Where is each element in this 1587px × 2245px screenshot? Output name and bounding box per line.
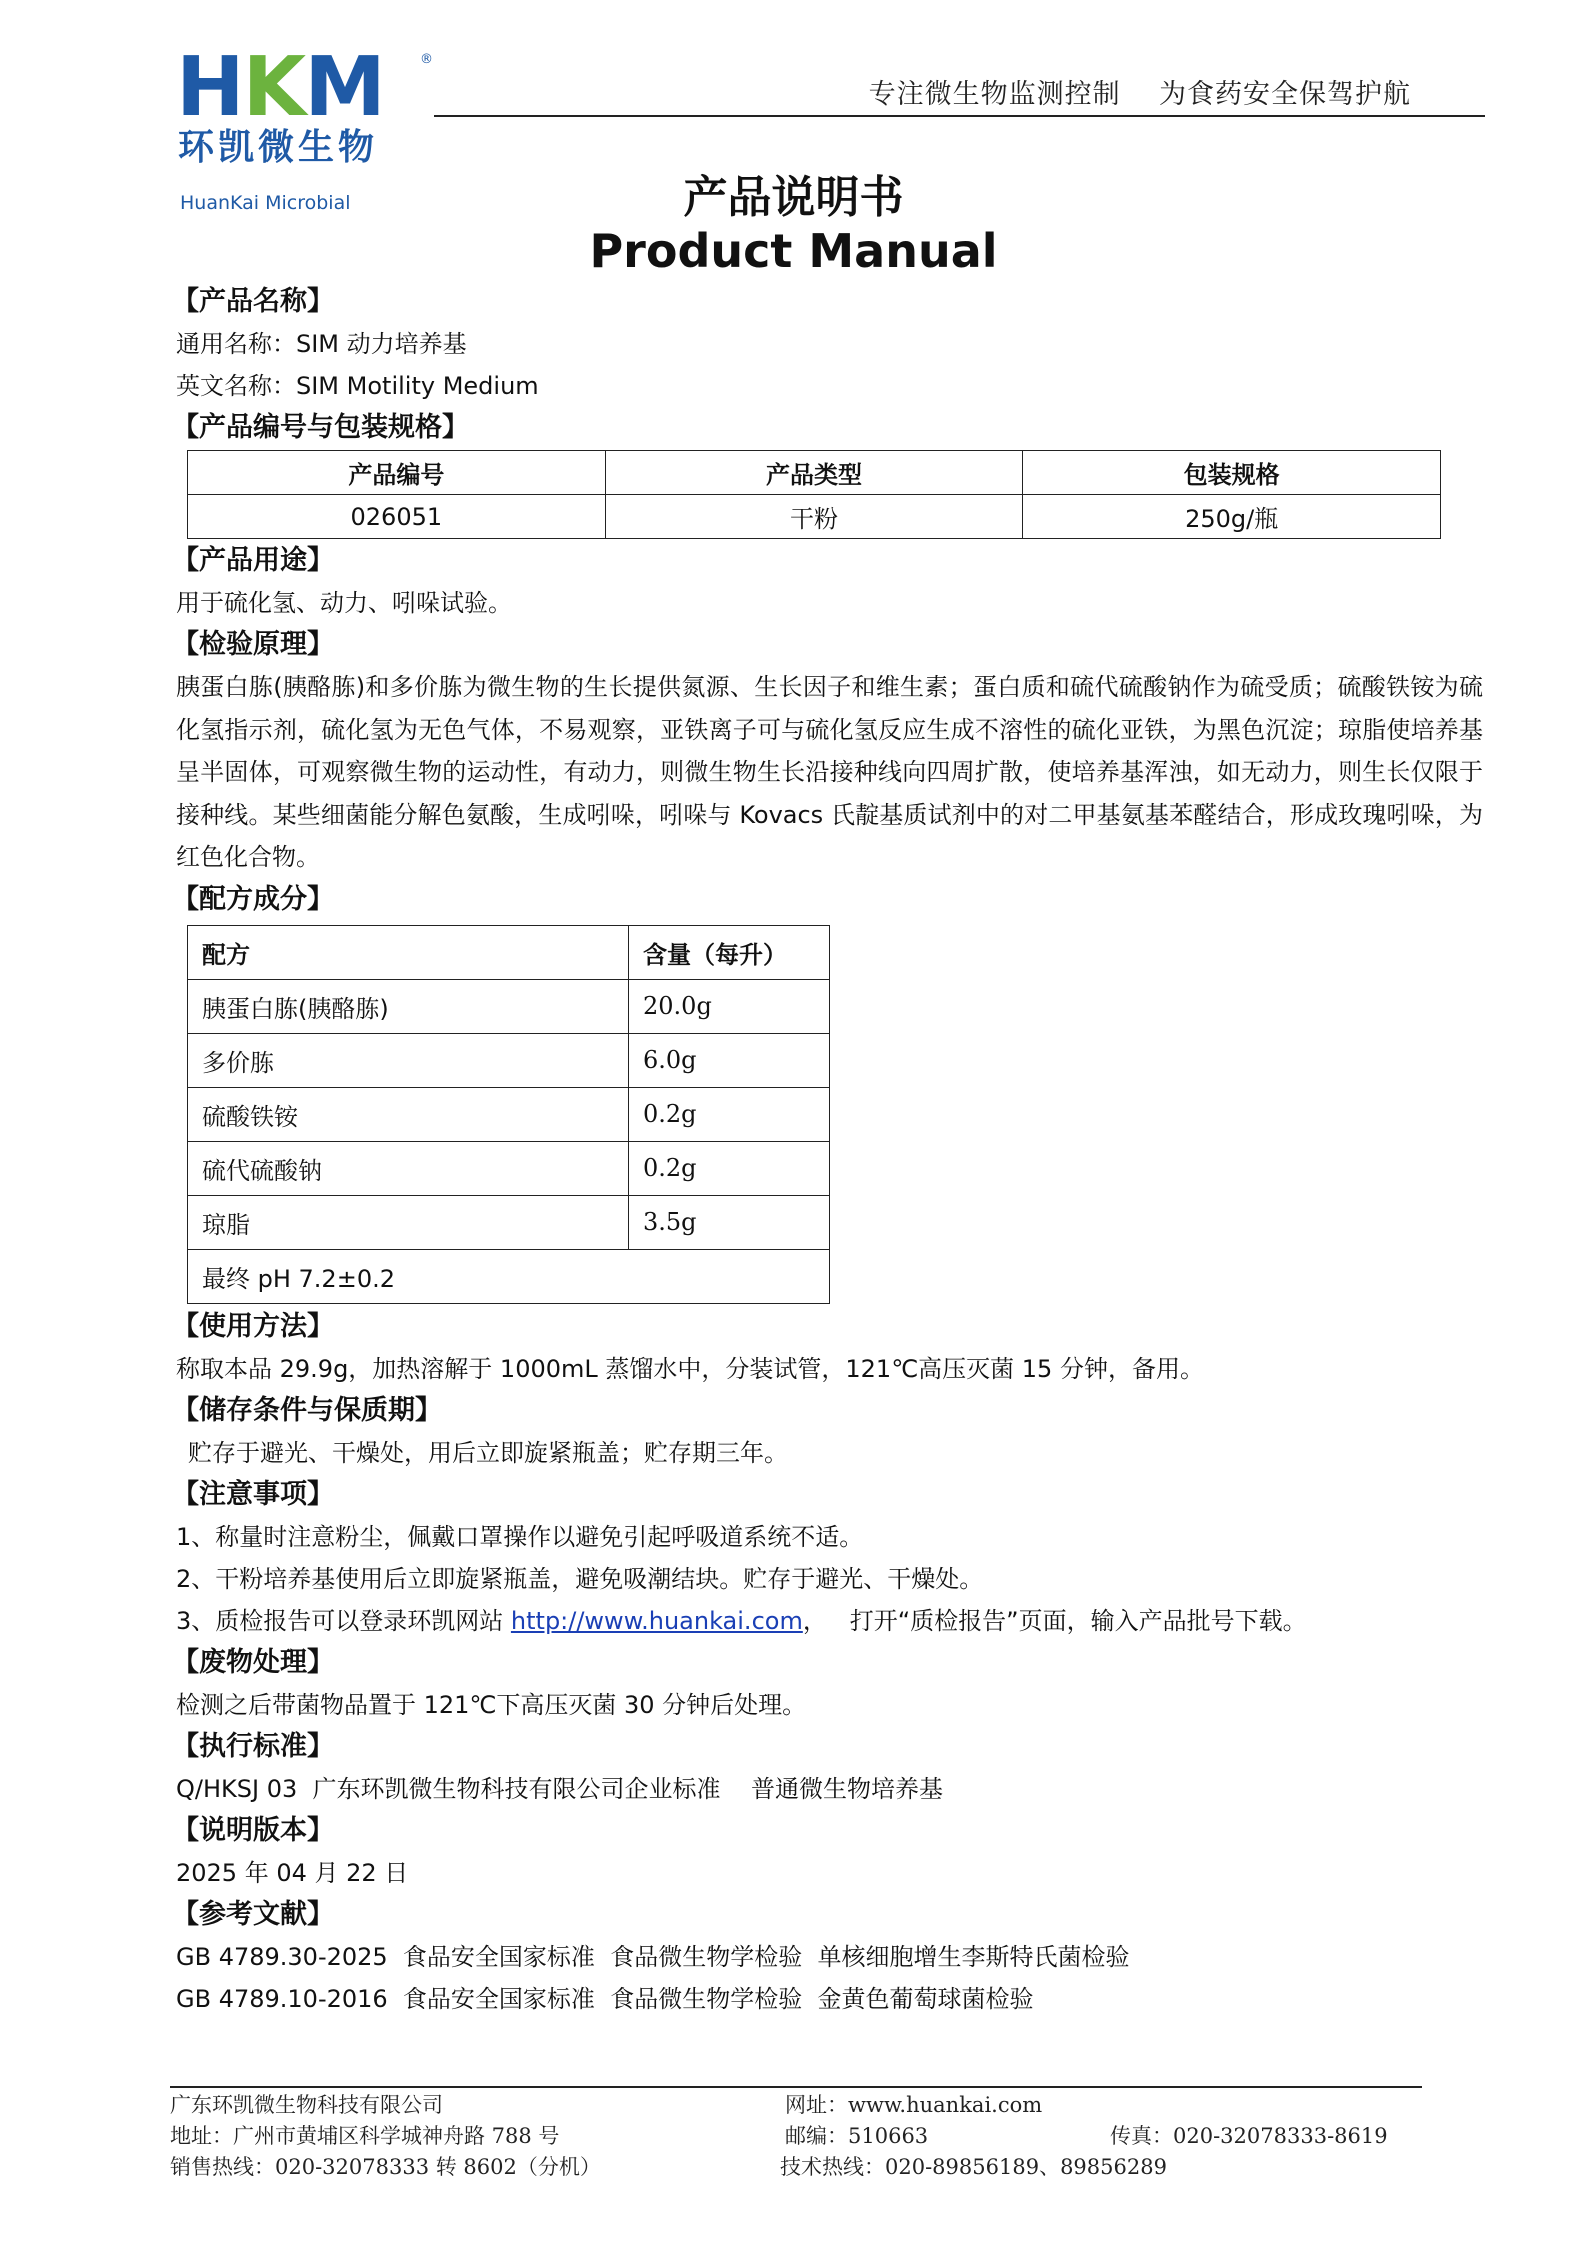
principle-text: 胰蛋白胨(胰酪胨)和多价胨为微生物的生长提供氮源、生长因子和维生素；蛋白质和硫代硫酸钠作为硫受质；硫酸铁铵为硫化氢指示剂，硫化氢为无色气体，不易观察，亚铁离子可与硫化氢反应生成不溶性的硫化亚铁，为黑色沉淀；琼脂使培养基呈半固体，可观察微生物的运动性，有动力，则微生物生长沿接种线向四周扩散，使培养基浑浊，如无动力，则生长仅限于接种线。某些细菌能分解色氨酸，生成吲哚，吲哚与 Kovacs 氏靛基质试剂中的对二甲基氨基苯醛结合，形成玫瑰吲哚，为红色化合物。	[176, 673, 1483, 872]
note-item: 1、称量时注意粉尘，佩戴口罩操作以避免引起呼吸道系统不适。	[176, 1522, 864, 1551]
version-text: 2025 年 04 月 22 日	[176, 1858, 409, 1887]
section-heading-version: 【说明版本】	[172, 1814, 334, 1846]
company-logo	[176, 40, 436, 214]
logo-english-name: HuanKai Microbial	[180, 192, 351, 214]
final-ph: 最终 pH 7.2±0.2	[188, 1249, 830, 1303]
ingredient-name: 胰蛋白胨(胰酪胨)	[188, 979, 629, 1033]
website-link[interactable]: http://www.huankai.com	[510, 1606, 803, 1635]
section-heading-name: 【产品名称】	[172, 286, 334, 317]
page-title-chinese: 产品说明书	[683, 172, 904, 223]
footer-sales-hotline: 销售热线：020-32078333 转 8602（分机）	[170, 2155, 601, 2179]
note-item: 3、质检报告可以登录环凯网站 http://www.huankai.com， 打开“质检报告”页面，输入产品批号下载。	[176, 1606, 1307, 1635]
column-header: 包装规格	[1023, 451, 1441, 495]
ingredient-amount: 0.2g	[629, 1141, 830, 1195]
ingredient-name: 多价胨	[188, 1033, 629, 1087]
section-heading-method: 【使用方法】	[172, 1310, 334, 1342]
packaging-table	[187, 450, 1441, 539]
footer-address: 地址：广州市黄埔区科学城神舟路 788 号	[170, 2124, 560, 2148]
column-header: 配方	[188, 925, 629, 979]
method-text: 称取本品 29.9g，加热溶解于 1000mL 蒸馏水中，分装试管，121℃高压灭菌 15 分钟，备用。	[176, 1354, 1204, 1383]
manual-body	[172, 281, 1483, 2020]
reference-item: GB 4789.10-2016 食品安全国家标准 食品微生物学检验 金黄色葡萄球菌检验	[176, 1984, 1034, 2013]
logo-mark: HKM	[176, 40, 384, 135]
ingredient-name: 硫代硫酸钠	[188, 1141, 629, 1195]
ingredient-amount: 0.2g	[629, 1087, 830, 1141]
english-name: 英文名称：SIM Motility Medium	[176, 372, 539, 400]
table-row	[188, 1033, 830, 1087]
ingredient-amount: 6.0g	[629, 1033, 830, 1087]
table-row	[188, 1249, 830, 1303]
footer-company: 广东环凯微生物科技有限公司	[170, 2093, 443, 2117]
section-heading-usage: 【产品用途】	[172, 545, 334, 576]
storage-text: 贮存于避光、干燥处，用后立即旋紧瓶盖；贮存期三年。	[188, 1438, 788, 1467]
table-row	[188, 1195, 830, 1249]
column-header: 含量（每升）	[629, 925, 830, 979]
footer-fax: 传真：020-32078333-8619	[1110, 2124, 1388, 2148]
column-header: 产品编号	[188, 451, 606, 495]
section-heading-disposal: 【废物处理】	[172, 1646, 334, 1678]
section-heading-principle: 【检验原理】	[172, 629, 334, 660]
table-row	[188, 1141, 830, 1195]
common-name: 通用名称：SIM 动力培养基	[176, 330, 467, 358]
footer-postcode: 邮编：510663	[785, 2124, 929, 2148]
section-heading-formula: 【配方成分】	[172, 883, 334, 915]
table-row	[188, 495, 1441, 539]
section-heading-references: 【参考文献】	[172, 1898, 334, 1930]
product-type: 干粉	[605, 495, 1023, 539]
page-title-english: Product Manual	[589, 224, 998, 278]
usage-text: 用于硫化氢、动力、吲哚试验。	[176, 589, 512, 617]
footer-tech-hotline: 技术热线：020-89856189、89856289	[780, 2155, 1167, 2179]
standard-text: Q/HKSJ 03 广东环凯微生物科技有限公司企业标准 普通微生物培养基	[176, 1774, 944, 1803]
footer-divider	[170, 2086, 1422, 2088]
section-heading-standard: 【执行标准】	[172, 1730, 334, 1762]
ingredient-name: 琼脂	[188, 1195, 629, 1249]
formula-table	[187, 925, 830, 1304]
disposal-text: 检测之后带菌物品置于 121℃下高压灭菌 30 分钟后处理。	[176, 1690, 807, 1719]
section-heading-storage: 【储存条件与保质期】	[172, 1394, 442, 1426]
logo-chinese-name: 环凯微生物	[178, 127, 379, 168]
package-size: 250g/瓶	[1023, 495, 1441, 539]
ingredient-name: 硫酸铁铵	[188, 1087, 629, 1141]
table-row	[188, 1087, 830, 1141]
table-header-row	[188, 925, 830, 979]
column-header: 产品类型	[605, 451, 1023, 495]
table-row	[188, 979, 830, 1033]
note-item: 2、干粉培养基使用后立即旋紧瓶盖，避免吸潮结块。贮存于避光、干燥处。	[176, 1564, 984, 1593]
header-divider	[434, 115, 1485, 117]
reference-item: GB 4789.30-2025 食品安全国家标准 食品微生物学检验 单核细胞增生李斯特氏菌检验	[176, 1942, 1130, 1971]
header-slogan: 专注微生物监测控制 为食药安全保驾护航	[868, 79, 1411, 110]
section-heading-packaging: 【产品编号与包装规格】	[172, 412, 469, 443]
product-code: 026051	[188, 495, 606, 539]
section-heading-notes: 【注意事项】	[172, 1478, 334, 1510]
ingredient-amount: 3.5g	[629, 1195, 830, 1249]
table-header-row	[188, 451, 1441, 495]
footer-website: 网址：www.huankai.com	[785, 2093, 1043, 2117]
ingredient-amount: 20.0g	[629, 979, 830, 1033]
registered-mark: ®	[420, 52, 433, 67]
